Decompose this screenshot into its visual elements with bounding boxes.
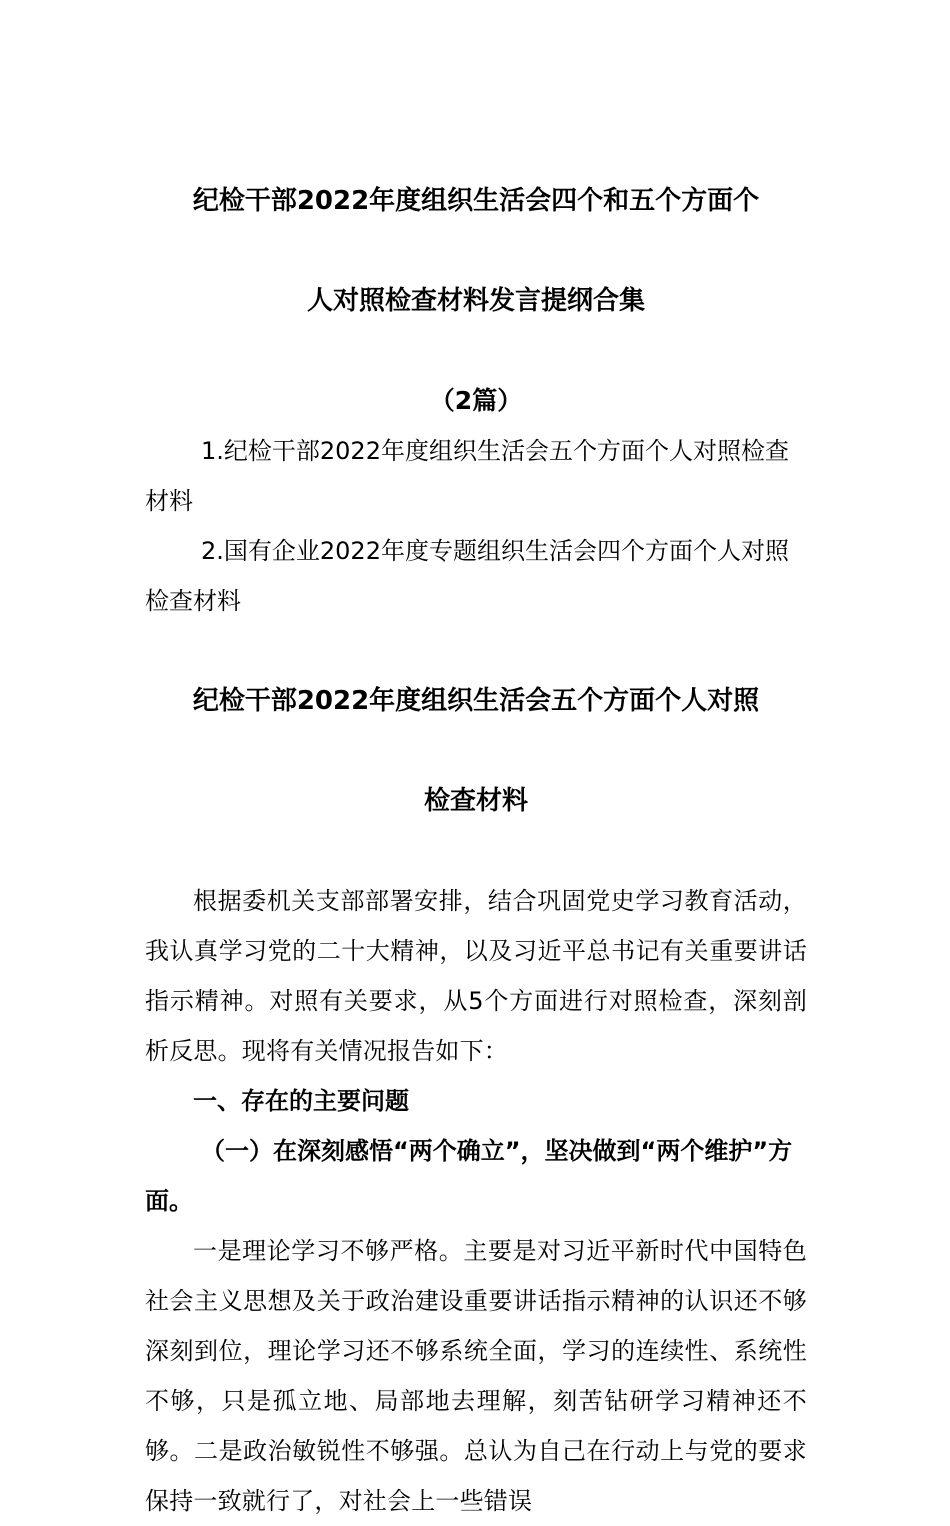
section-title-line-1: 纪检干部2022年度组织生活会五个方面个人对照 xyxy=(192,686,760,716)
main-title-count: （2篇） xyxy=(429,386,523,415)
document-content xyxy=(145,126,807,1526)
section-title-line-2: 检查材料 xyxy=(423,786,528,816)
main-title-line-2: 人对照检查材料发言提纲合集 xyxy=(306,286,645,316)
toc-item-2: 2.国有企业2022年度专题组织生活会四个方面个人对照检查材料 xyxy=(145,537,789,615)
heading-existing-problems: 一、存在的主要问题 xyxy=(193,1087,409,1115)
toc-item-1: 1.纪检干部2022年度组织生活会五个方面个人对照检查材料 xyxy=(145,437,789,515)
intro-paragraph: 根据委机关支部部署安排，结合巩固党史学习教育活动，我认真学习党的二十大精神，以及习近平总书记有关重要讲话指示精神。对照有关要求，从5个方面进行对照检查，深刻剖析反思。现将有关情况报告如下： xyxy=(145,887,807,1065)
main-title xyxy=(145,126,807,376)
section-title xyxy=(145,626,807,876)
subheading-two-establishments: （一）在深刻感悟“两个确立”，坚决做到“两个维护”方面。 xyxy=(145,1137,793,1215)
body-paragraph-1: 一是理论学习不够严格。主要是对习近平新时代中国特色社会主义思想及关于政治建设重要讲话指示精神的认识还不够深刻到位，理论学习还不够系统全面，学习的连续性、系统性不够，只是孤立地、局部地去理解，刻苦钻研学习精神还不够。二是政治敏锐性不够强。总认为自己在行动上与党的要求保持一致就行了，对社会上一些错误 xyxy=(145,1237,807,1515)
main-title-line-1: 纪检干部2022年度组织生活会四个和五个方面个 xyxy=(192,186,760,216)
